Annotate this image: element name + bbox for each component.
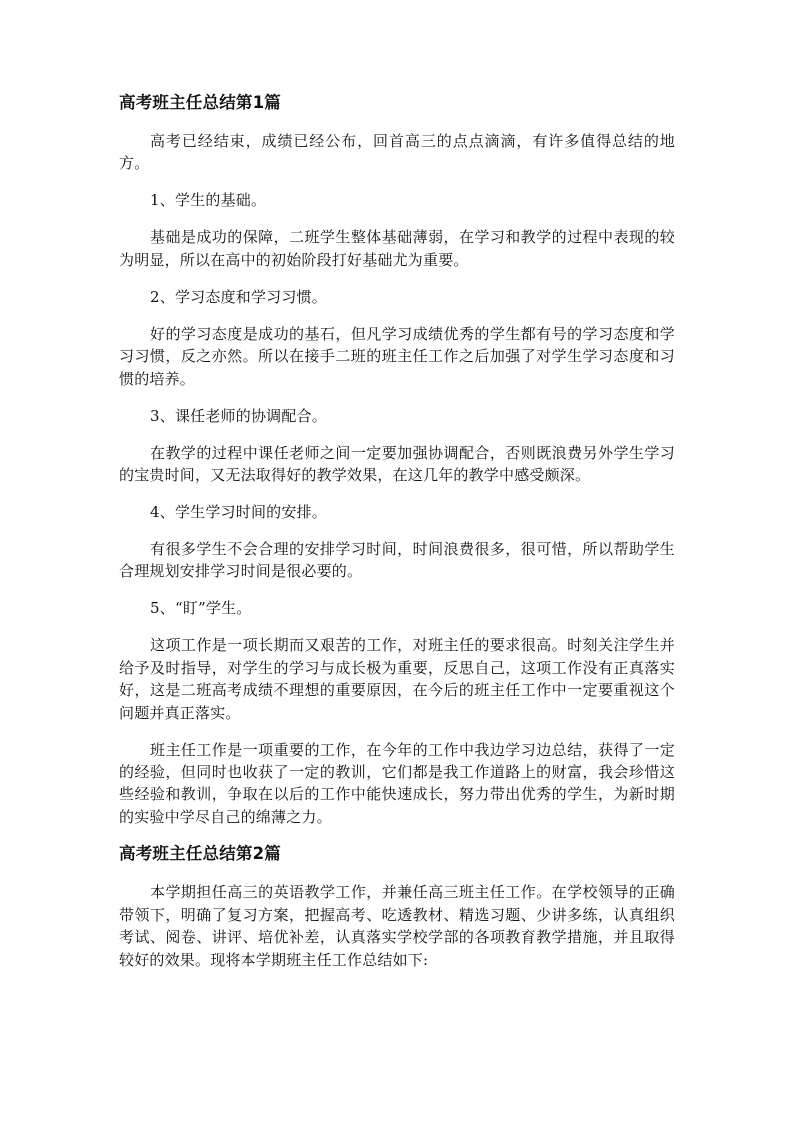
point-3-heading: 3、课任老师的协调配合。 bbox=[150, 406, 327, 425]
article-2 bbox=[119, 843, 675, 971]
article-1-intro: 高考已经结束，成绩已经公布，回首高三的点点滴滴，有许多值得总结的地方。 bbox=[119, 132, 675, 173]
point-1-heading: 1、学生的基础。 bbox=[150, 191, 267, 210]
article-1-title: 高考班主任总结第1篇 bbox=[119, 93, 281, 112]
article-1 bbox=[119, 92, 675, 828]
document-page bbox=[119, 92, 675, 986]
article-2-intro: 本学期担任高三的英语教学工作，并兼任高三班主任工作。在学校领导的正确带领下，明确了复习方案，把握高考、吃透教材、精选习题、少讲多练，认真组织考试、阅卷、讲评、培优补差，认真落实学校学部的各项教育教学措施，并且取得较好的效果。现将本学期班主任工作总结如下: bbox=[119, 883, 675, 969]
point-2-body: 好的学习态度是成功的基石，但凡学习成绩优秀的学生都有号的学习态度和学习习惯，反之亦然。所以在接手二班的班主任工作之后加强了对学生学习态度和习惯的培养。 bbox=[119, 324, 675, 388]
point-5-heading: 5、“盯”学生。 bbox=[150, 599, 252, 618]
point-4-heading: 4、学生学习时间的安排。 bbox=[150, 503, 327, 522]
point-3-body: 在教学的过程中课任老师之间一定要加强协调配合，否则既浪费另外学生学习的宝贵时间，又无法取得好的教学效果，在这几年的教学中感受颇深。 bbox=[119, 443, 675, 485]
article-2-title: 高考班主任总结第2篇 bbox=[119, 844, 281, 864]
point-5-body: 这项工作是一项长期而又艰苦的工作，对班主任的要求很高。时刻关注学生并给予及时指导，对学生的学习与成长极为重要，反思自己，这项工作没有正真落实好，这是二班高考成绩不理想的重要原因，在今后的班主任工作中一定要重视这个问题并真正落实。 bbox=[119, 636, 675, 722]
point-4-body: 有很多学生不会合理的安排学习时间，时间浪费很多，很可惜，所以帮助学生合理规划安排学习时间是很必要的。 bbox=[119, 540, 675, 581]
article-1-conclusion: 班主任工作是一项重要的工作，在今年的工作中我边学习边总结，获得了一定的经验，但同时也收获了一定的教训，它们都是我工作道路上的财富，我会珍惜这些经验和教训，争取在以后的工作中能快速成长，努力带出优秀的学生，为新时期的实验中学尽自己的绵薄之力。 bbox=[119, 740, 675, 826]
point-2-heading: 2、学习态度和学习习惯。 bbox=[150, 287, 327, 306]
point-1-body: 基础是成功的保障，二班学生整体基础薄弱，在学习和教学的过程中表现的较为明显，所以在高中的初始阶段打好基础尤为重要。 bbox=[119, 228, 675, 269]
